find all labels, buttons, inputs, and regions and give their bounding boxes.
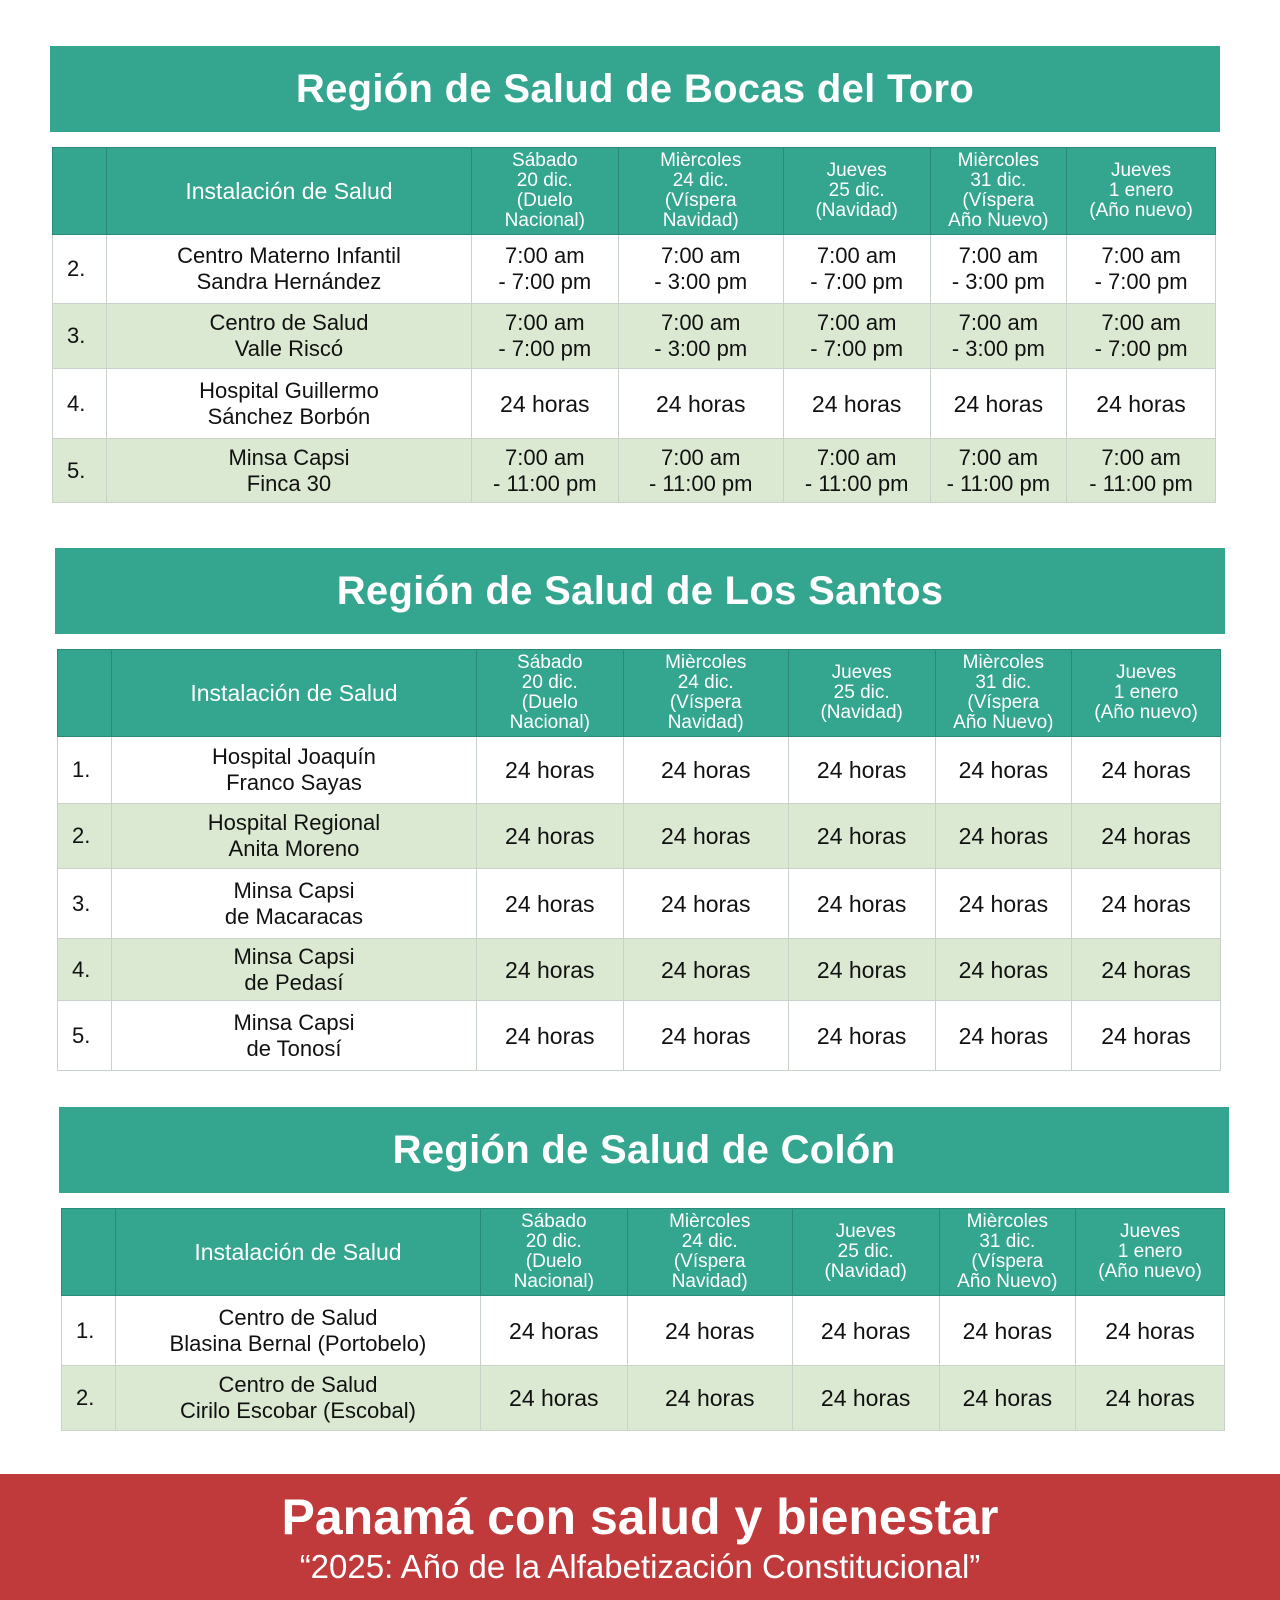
hours-cell-day-4: 24 horas [935,869,1072,939]
hours-cell-day-2: 7:00 am - 3:00 pm [618,235,783,304]
schedule-table [52,147,1216,503]
table-row [53,304,1216,369]
hours-cell-day-5: 24 horas [1072,737,1221,804]
header-number [62,1209,116,1296]
hours-cell-day-5: 24 horas [1072,804,1221,869]
row-number: 2. [58,804,112,869]
hours-cell-day-3: 24 horas [792,1296,939,1366]
hours-cell-day-4: 24 horas [935,804,1072,869]
row-number: 2. [53,235,107,304]
header-day-1: Sábado 20 dic. (Duelo Nacional) [476,650,623,737]
hours-cell-day-2: 24 horas [627,1366,792,1431]
facility-name: Minsa Capsi de Tonosí [112,1001,477,1071]
hours-cell-day-4: 7:00 am - 3:00 pm [930,304,1067,369]
facility-name: Minsa Capsi de Pedasí [112,939,477,1001]
header-day-3: Jueves 25 dic. (Navidad) [792,1209,939,1296]
row-number: 5. [58,1001,112,1071]
hours-cell-day-5: 7:00 am - 7:00 pm [1067,304,1216,369]
table-row [58,869,1221,939]
row-number: 3. [58,869,112,939]
hours-cell-day-5: 7:00 am - 11:00 pm [1067,439,1216,503]
header-day-4: Mièrcoles 31 dic. (Víspera Año Nuevo) [930,148,1067,235]
facility-name: Centro de Salud Cirilo Escobar (Escobal) [116,1366,481,1431]
header-day-4: Mièrcoles 31 dic. (Víspera Año Nuevo) [939,1209,1076,1296]
header-number [58,650,112,737]
table-row [58,804,1221,869]
table-row [62,1296,1225,1366]
hours-cell-day-2: 24 horas [623,804,788,869]
hours-cell-day-4: 7:00 am - 3:00 pm [930,235,1067,304]
hours-cell-day-4: 24 horas [930,369,1067,439]
hours-cell-day-3: 24 horas [788,1001,935,1071]
hours-cell-day-2: 24 horas [627,1296,792,1366]
table-row [53,439,1216,503]
hours-cell-day-2: 24 horas [618,369,783,439]
hours-cell-day-1: 7:00 am - 11:00 pm [471,439,618,503]
hours-cell-day-2: 24 horas [623,869,788,939]
footer-banner [0,1474,1280,1600]
hours-cell-day-3: 24 horas [788,737,935,804]
schedule-table [61,1208,1225,1431]
hours-cell-day-3: 24 horas [783,369,930,439]
facility-name: Centro de Salud Blasina Bernal (Portobelo) [116,1296,481,1366]
hours-cell-day-2: 7:00 am - 11:00 pm [618,439,783,503]
hours-cell-day-1: 24 horas [476,939,623,1001]
header-number [53,148,107,235]
hours-cell-day-1: 24 horas [476,869,623,939]
header-day-4: Mièrcoles 31 dic. (Víspera Año Nuevo) [935,650,1072,737]
hours-cell-day-5: 24 horas [1076,1296,1225,1366]
table-row [58,939,1221,1001]
hours-cell-day-5: 7:00 am - 7:00 pm [1067,235,1216,304]
table-row [58,1001,1221,1071]
hours-cell-day-4: 24 horas [939,1296,1076,1366]
row-number: 2. [62,1366,116,1431]
schedule-table [57,649,1221,1071]
row-number: 5. [53,439,107,503]
hours-cell-day-2: 24 horas [623,939,788,1001]
facility-name: Hospital Joaquín Franco Sayas [112,737,477,804]
header-day-3: Jueves 25 dic. (Navidad) [788,650,935,737]
hours-cell-day-4: 24 horas [935,939,1072,1001]
table-row [58,737,1221,804]
table-row [62,1366,1225,1431]
hours-cell-day-1: 24 horas [471,369,618,439]
hours-cell-day-1: 24 horas [480,1366,627,1431]
facility-name: Centro Materno Infantil Sandra Hernández [107,235,472,304]
row-number: 4. [58,939,112,1001]
hours-cell-day-1: 7:00 am - 7:00 pm [471,235,618,304]
hours-cell-day-1: 24 horas [476,804,623,869]
hours-cell-day-2: 7:00 am - 3:00 pm [618,304,783,369]
hours-cell-day-4: 24 horas [935,1001,1072,1071]
region-title: Región de Salud de Los Santos [55,548,1225,634]
hours-cell-day-3: 7:00 am - 11:00 pm [783,439,930,503]
hours-cell-day-3: 24 horas [788,869,935,939]
hours-cell-day-4: 7:00 am - 11:00 pm [930,439,1067,503]
hours-cell-day-2: 24 horas [623,737,788,804]
facility-name: Centro de Salud Valle Riscó [107,304,472,369]
header-day-2: Mièrcoles 24 dic. (Víspera Navidad) [618,148,783,235]
hours-cell-day-1: 24 horas [480,1296,627,1366]
facility-name: Hospital Regional Anita Moreno [112,804,477,869]
hours-cell-day-4: 24 horas [935,737,1072,804]
hours-cell-day-3: 24 horas [788,939,935,1001]
header-instalacion: Instalación de Salud [116,1209,481,1296]
row-number: 4. [53,369,107,439]
hours-cell-day-3: 24 horas [792,1366,939,1431]
header-day-5: Jueves 1 enero (Año nuevo) [1072,650,1221,737]
region-title: Región de Salud de Colón [59,1107,1229,1193]
header-instalacion: Instalación de Salud [107,148,472,235]
hours-cell-day-4: 24 horas [939,1366,1076,1431]
footer-slogan: Panamá con salud y bienestar [281,1489,999,1545]
hours-cell-day-5: 24 horas [1067,369,1216,439]
hours-cell-day-1: 24 horas [476,737,623,804]
hours-cell-day-5: 24 horas [1072,869,1221,939]
hours-cell-day-5: 24 horas [1072,939,1221,1001]
row-number: 3. [53,304,107,369]
header-day-2: Mièrcoles 24 dic. (Víspera Navidad) [623,650,788,737]
header-day-2: Mièrcoles 24 dic. (Víspera Navidad) [627,1209,792,1296]
header-day-3: Jueves 25 dic. (Navidad) [783,148,930,235]
table-row [53,369,1216,439]
hours-cell-day-1: 24 horas [476,1001,623,1071]
header-day-5: Jueves 1 enero (Año nuevo) [1067,148,1216,235]
hours-cell-day-3: 7:00 am - 7:00 pm [783,235,930,304]
row-number: 1. [58,737,112,804]
hours-cell-day-2: 24 horas [623,1001,788,1071]
row-number: 1. [62,1296,116,1366]
hours-cell-day-1: 7:00 am - 7:00 pm [471,304,618,369]
header-day-5: Jueves 1 enero (Año nuevo) [1076,1209,1225,1296]
header-day-1: Sábado 20 dic. (Duelo Nacional) [480,1209,627,1296]
facility-name: Hospital Guillermo Sánchez Borbón [107,369,472,439]
hours-cell-day-5: 24 horas [1076,1366,1225,1431]
header-day-1: Sábado 20 dic. (Duelo Nacional) [471,148,618,235]
facility-name: Minsa Capsi Finca 30 [107,439,472,503]
hours-cell-day-3: 7:00 am - 7:00 pm [783,304,930,369]
header-instalacion: Instalación de Salud [112,650,477,737]
table-row [53,235,1216,304]
hours-cell-day-5: 24 horas [1072,1001,1221,1071]
footer-subtitle: “2025: Año de la Alfabetización Constitucional” [299,1548,981,1585]
facility-name: Minsa Capsi de Macaracas [112,869,477,939]
region-title: Región de Salud de Bocas del Toro [50,46,1220,132]
hours-cell-day-3: 24 horas [788,804,935,869]
